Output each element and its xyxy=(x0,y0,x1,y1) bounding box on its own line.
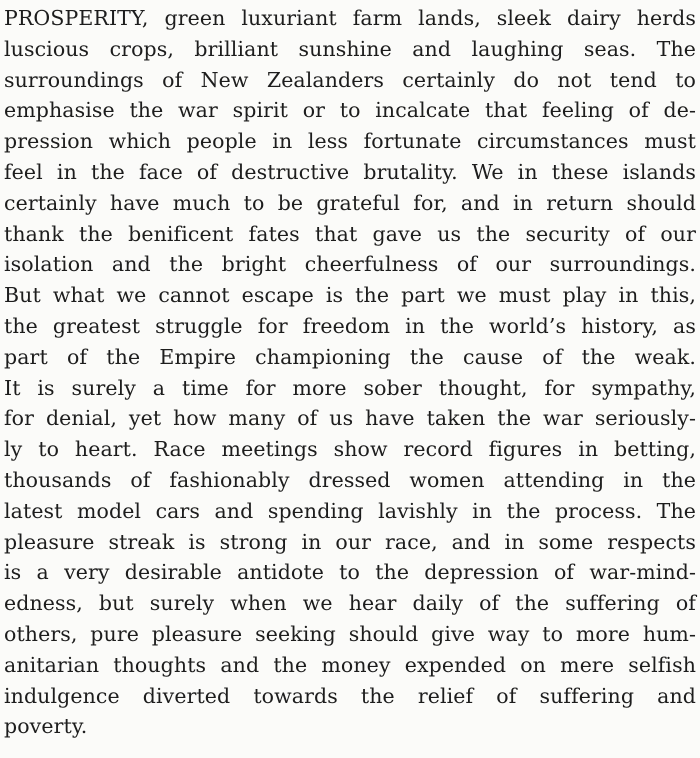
article-text xyxy=(4,3,696,742)
text-line-11: the greatest struggle for freedom in the world’s history, as xyxy=(4,313,696,338)
text-line-12: part of the Empire championing the cause of the weak. xyxy=(4,344,696,369)
text-line-24: poverty. xyxy=(4,714,88,739)
text-line-23: indulgence diverted towards the relief of suffering and xyxy=(4,683,696,708)
text-line-15: ly to heart. Race meetings show record figures in betting, xyxy=(4,437,696,462)
text-line-7: certainly have much to be grateful for, and in return should xyxy=(4,190,696,215)
text-line-9: isolation and the bright cheerfulness of our surroundings. xyxy=(4,252,696,277)
text-line-2: luscious crops, brilliant sunshine and laughing seas. The xyxy=(4,36,696,61)
text-line-19: is a very desirable antidote to the depression of war-mind- xyxy=(4,560,696,585)
text-line-13: It is surely a time for more sober thought, for sympathy, xyxy=(4,375,696,400)
text-line-3: surroundings of New Zealanders certainly do not tend to xyxy=(4,67,696,92)
text-line-8: thank the benificent fates that gave us the security of our xyxy=(4,221,696,246)
text-line-16: thousands of fashionably dressed women attending in the xyxy=(4,467,696,492)
text-line-18: pleasure streak is strong in our race, and in some respects xyxy=(4,529,696,554)
text-line-6: feel in the face of destructive brutality. We in these islands xyxy=(4,159,696,184)
text-line-22: anitarian thoughts and the money expended on mere selfish xyxy=(4,652,696,677)
text-line-5: pression which people in less fortunate circumstances must xyxy=(4,129,696,154)
text-line-17: latest model cars and spending lavishly in the process. The xyxy=(4,498,696,523)
text-line-14: for denial, yet how many of us have taken the war seriously- xyxy=(4,406,696,431)
text-line-20: edness, but surely when we hear daily of the suffering of xyxy=(4,591,696,616)
text-line-4: emphasise the war spirit or to incalcate that feeling of de- xyxy=(4,98,696,123)
text-line-10: But what we cannot escape is the part we must play in this, xyxy=(4,283,696,308)
text-line-21: others, pure pleasure seeking should give way to more hum- xyxy=(4,621,696,646)
text-line-1: PROSPERITY, green luxuriant farm lands, sleek dairy herds xyxy=(4,6,696,30)
